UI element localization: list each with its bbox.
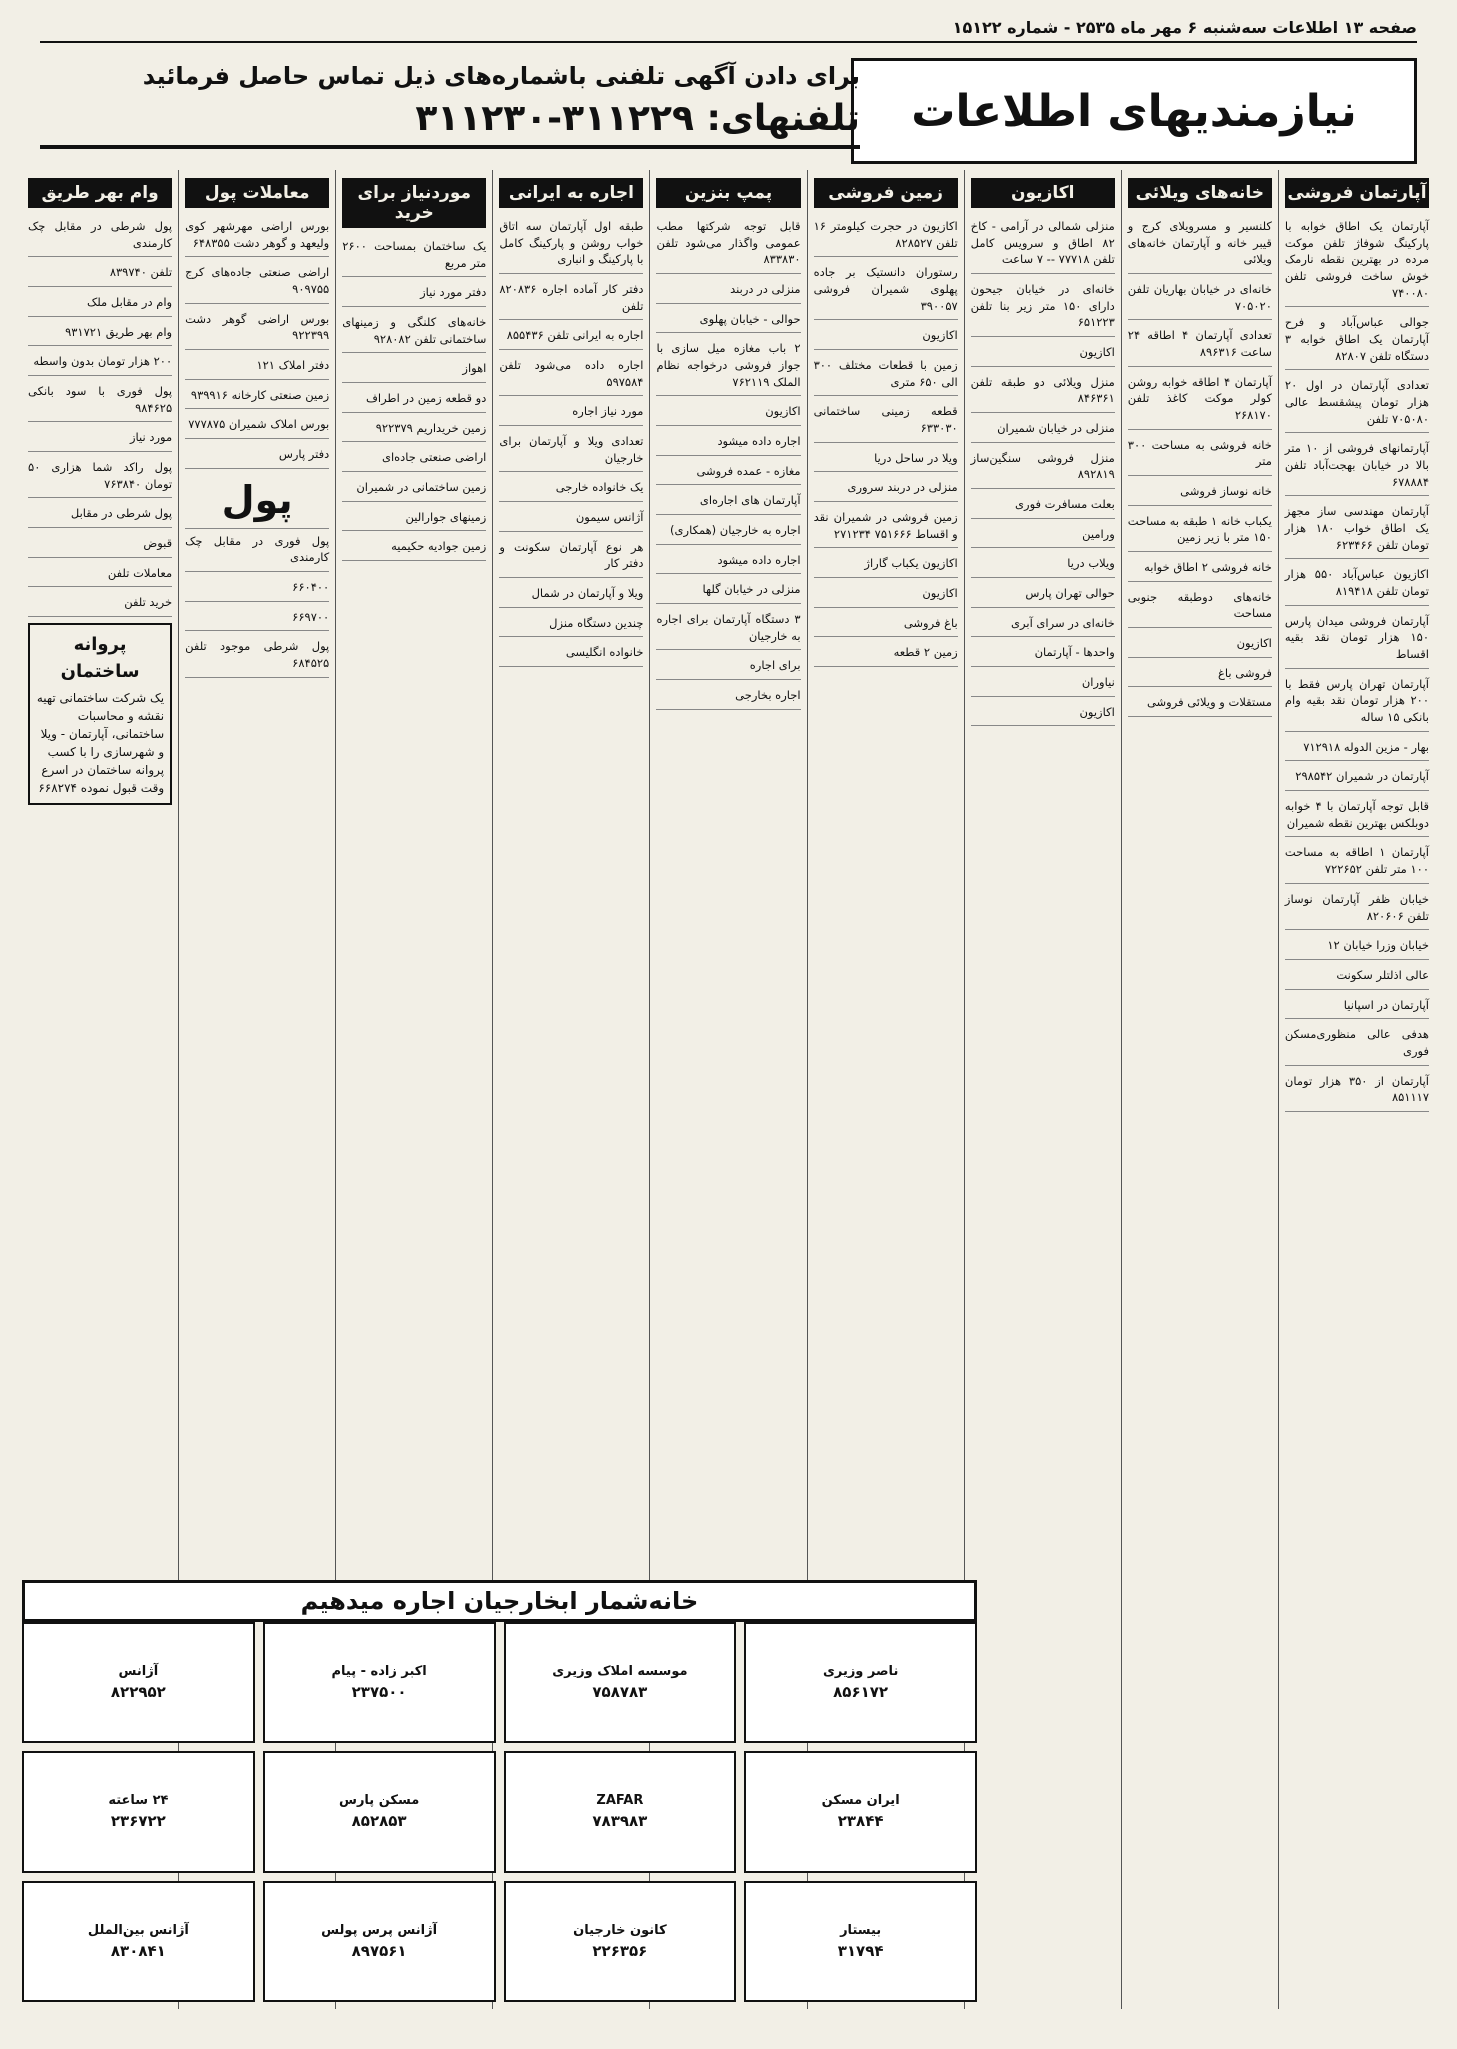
classified-ad: منزل ویلائی دو طبقه تلفن ۸۴۶۳۶۱ bbox=[971, 370, 1115, 413]
classified-ad: دفتر پارس bbox=[185, 442, 329, 469]
classified-ad: آپارتمان مهندسی ساز مجهز یک اطاق خواب ۱۸۰ هزار تومان تلفن ۶۲۳۴۶۶ bbox=[1285, 499, 1429, 559]
agency-phone: ۸۳۰۸۴۱ bbox=[110, 1941, 166, 1960]
category-heading: اجاره به ایرانی bbox=[499, 178, 643, 208]
agency-name: ZAFAR bbox=[596, 1793, 644, 1809]
classified-ad: آپارتمان های اجاره‌ای bbox=[656, 488, 800, 515]
classified-ad: آپارتمان در اسپانیا bbox=[1285, 993, 1429, 1020]
agency-phone: ۲۲۶۳۵۶ bbox=[592, 1941, 648, 1960]
category-heading: وام بهر طریق bbox=[28, 178, 172, 208]
classified-ad: پول شرطی موجود تلفن ۶۸۴۵۲۵ bbox=[185, 634, 329, 677]
classified-ad: آپارتمان یک اطاق خوابه با پارکینگ شوفاژ تلفن موکت مرده در بهترین نقطه نارمک خوش ساخت فروشی تلفن ۷۴۰۰۸۰ bbox=[1285, 214, 1429, 307]
classified-ad: اجاره به ایرانی تلفن ۸۵۵۴۳۶ bbox=[499, 323, 643, 350]
phone-numbers: تلفنهای: ۳۱۱۲۲۹-۳۱۱۲۳۰ bbox=[40, 98, 860, 149]
classified-ad: اکازیون bbox=[971, 340, 1115, 367]
classified-ad: آژانس سیمون bbox=[499, 505, 643, 532]
agency-logo bbox=[22, 1751, 255, 1872]
classified-ad: خانه فروشی به مساحت ۳۰۰ متر bbox=[1128, 433, 1272, 476]
classified-ad: واحد‌ها - آپارتمان bbox=[971, 640, 1115, 667]
phone-notice: برای دادن آگهی تلفنی باشماره‌های ذیل تماس حاصل فرمائید bbox=[142, 62, 860, 90]
classified-ad: قابل توجه آپارتمان با ۴ خوابه دوبلکس بهترین نقطه شمیران bbox=[1285, 794, 1429, 837]
agency-logo bbox=[744, 1622, 977, 1743]
classified-ad: وام در مقابل ملک bbox=[28, 290, 172, 317]
agency-logo bbox=[22, 1622, 255, 1743]
classified-ad: اکازیون یکباب گاراژ bbox=[814, 551, 958, 578]
agency-phone: ۲۳۷۵۰۰ bbox=[351, 1683, 407, 1702]
classified-ad: ۶۶۹۷۰۰ bbox=[185, 605, 329, 632]
agency-phone: ۸۹۷۵۶۱ bbox=[351, 1941, 407, 1960]
classified-ad: کلنسیر و مسرویلای کرج و قیبر خانه و آپارتمان خانه‌های ویلائی bbox=[1128, 214, 1272, 274]
classified-ad: اجاره داده میشود bbox=[656, 429, 800, 456]
classified-ad: پول شرطی در مقابل چک کارمندی bbox=[28, 214, 172, 257]
masthead-title: نیازمندیهای اطلاعات bbox=[851, 58, 1417, 164]
classified-ad: اکازیون bbox=[814, 581, 958, 608]
classified-ad: اجاره داده میشود bbox=[656, 548, 800, 575]
agency-name: آژانس پرس پولس bbox=[321, 1922, 438, 1938]
classified-ad: تعدادی آپارتمان ۴ اطاقه ۲۴ ساعت ۸۹۶۳۱۶ bbox=[1128, 323, 1272, 366]
classified-ad: قبوض bbox=[28, 531, 172, 558]
classified-ad: یک ساختمان بمساحت ۲۶۰۰ متر مربع bbox=[342, 234, 486, 277]
foreigners-rental-banner: خانه‌شمار ابخارجیان اجاره میدهیم bbox=[22, 1580, 977, 1622]
classified-ad: خانه‌ای در خیابان بهاریان تلفن ۷۰۵۰۲۰ bbox=[1128, 277, 1272, 320]
classified-ad: منزلی شمالی در آرامی - کاخ ۸۲ اطاق و سرویس کامل تلفن ۷۷۷۱۸ -- ۷ ساعت bbox=[971, 214, 1115, 274]
classified-ad: ورامین bbox=[971, 522, 1115, 549]
agency-name: آژانس bbox=[118, 1664, 159, 1680]
classified-ad: دفتر مورد نیاز bbox=[342, 280, 486, 307]
classified-ad: بورس اراضی مهرشهر کوی ولیعهد و گوهر دشت ۶۴۸۳۵۵ bbox=[185, 214, 329, 257]
classified-ad: منزلی در دربند bbox=[656, 277, 800, 304]
classified-ad: تعدادی آپارتمان در اول ۲۰ هزار تومان پیشقسط عالی ۷۰۵۰۸۰ تلفن bbox=[1285, 373, 1429, 433]
classified-ad: برای اجاره bbox=[656, 653, 800, 680]
classified-ad: پول راکد شما هزاری ۵۰ تومان ۷۶۳۸۴۰ bbox=[28, 455, 172, 498]
classified-ad: نیاوران bbox=[971, 670, 1115, 697]
classified-ad: خیابان ظفر آپارتمان نوساز تلفن ۸۲۰۶۰۶ bbox=[1285, 887, 1429, 930]
category-heading: آپارتمان فروشی bbox=[1285, 178, 1429, 208]
classified-ad: منزلی در خیابان گلها bbox=[656, 577, 800, 604]
agency-phone: ۲۳۶۷۲۲ bbox=[110, 1812, 166, 1831]
classified-ad: تلفن ۸۳۹۷۴۰ bbox=[28, 260, 172, 287]
agency-phone: ۳۱۷۹۴ bbox=[837, 1941, 884, 1960]
classified-ad: ۶۶۰۴۰۰ bbox=[185, 575, 329, 602]
category-heading: پمپ بنزین bbox=[656, 178, 800, 208]
classified-ad: یک خانواده خارجی bbox=[499, 475, 643, 502]
classified-ad: زمین با قطعات مختلف ۳۰۰ الی ۶۵۰ متری bbox=[814, 353, 958, 396]
classified-ad: مورد نیاز اجاره bbox=[499, 399, 643, 426]
classified-ad: بعلت مسافرت فوری bbox=[971, 492, 1115, 519]
classified-ad: حوالی تهران پارس bbox=[971, 581, 1115, 608]
agency-logo bbox=[263, 1881, 496, 2002]
classified-ad: اجاره بخارجی bbox=[656, 683, 800, 710]
classified-ad: آپارتمان فروشی میدان پارس ۱۵۰ هزار تومان نقد بقیه اقساط bbox=[1285, 609, 1429, 669]
classified-ad: اهواز bbox=[342, 356, 486, 383]
classified-ad: طبقه اول آپارتمان سه اتاق خواب روشن و پارکینگ کامل با پارکینگ و انباری bbox=[499, 214, 643, 274]
classified-ad: زمینهای جوارالین bbox=[342, 505, 486, 532]
agency-logo bbox=[22, 1881, 255, 2002]
agency-logos-grid bbox=[22, 1622, 977, 2002]
classified-ad: خانواده انگلیسی bbox=[499, 640, 643, 667]
classified-ad: عالی اذلتلر سکونت bbox=[1285, 963, 1429, 990]
classified-ad: قطعه زمینی ساختمانی ۶۳۳۰۳۰ bbox=[814, 399, 958, 442]
classified-ad: مورد نیاز bbox=[28, 425, 172, 452]
classified-ad: خانه‌های دوطبقه جنوبی مساحت bbox=[1128, 585, 1272, 628]
agency-name: اکبر زاده - پیام bbox=[331, 1664, 427, 1680]
classified-ad: خانه نوساز فروشی bbox=[1128, 479, 1272, 506]
classified-ad: خانه فروشی ۲ اطاق خوابه bbox=[1128, 555, 1272, 582]
classified-ad: دفتر کار آماده اجاره ۸۲۰۸۳۶ تلفن bbox=[499, 277, 643, 320]
classified-ad: آپارتمان ۱ اطاقه به مساحت ۱۰۰ متر تلفن ۷۲۲۶۵۲ bbox=[1285, 840, 1429, 883]
agency-name: آژانس بین‌الملل bbox=[87, 1922, 189, 1938]
classified-ad: وام بهر طریق ۹۳۱۷۲۱ bbox=[28, 320, 172, 347]
phone-notice-box bbox=[40, 62, 860, 158]
agency-phone: ۸۲۲۹۵۲ bbox=[110, 1683, 166, 1702]
classified-ad: اکازیون bbox=[1128, 631, 1272, 658]
category-heading: موردنیاز برای خرید bbox=[342, 178, 486, 228]
agency-logo bbox=[263, 1751, 496, 1872]
agency-name: ناصر وزیری bbox=[822, 1664, 899, 1680]
classified-ad: منزلی در دربند سروری bbox=[814, 475, 958, 502]
agency-logo bbox=[504, 1751, 737, 1872]
classified-ad: اکازیون در حجرت کیلومتر ۱۶ تلفن ۸۲۸۵۲۷ bbox=[814, 214, 958, 257]
classified-ad: آپارتمان تهران پارس فقط با ۲۰۰ هزار تومان نقد بقیه وام بانکی ۱۵ ساله bbox=[1285, 672, 1429, 732]
classified-ad: هر نوع آپارتمان سکونت و دفتر کار bbox=[499, 535, 643, 578]
classified-ad: آپارتمانهای فروشی از ۱۰ متر بالا در خیابان بهجت‌آباد تلفن ۶۷۸۸۸۴ bbox=[1285, 436, 1429, 496]
agency-name: ایران مسکن bbox=[821, 1793, 900, 1809]
classified-ad: خانه‌ای در سرای آبری bbox=[971, 611, 1115, 638]
agency-logo bbox=[744, 1751, 977, 1872]
classified-ad: اراضی صنعتی جاده‌های کرج ۹۰۹۷۵۵ bbox=[185, 260, 329, 303]
classified-ad: پول فوری در مقابل چک کارمندی bbox=[185, 529, 329, 572]
page-folio: صفحه ۱۳ اطلاعات سه‌شنبه ۶ مهر ماه ۲۵۳۵ - شماره ۱۵۱۲۲ bbox=[40, 18, 1417, 43]
classified-ad: ویلا در ساحل دریا bbox=[814, 446, 958, 473]
classified-ad: دو قطعه زمین در اطراف bbox=[342, 386, 486, 413]
classified-ad: پول فوری با سود بانکی ۹۸۴۶۲۵ bbox=[28, 379, 172, 422]
category-heading: زمین فروشی bbox=[814, 178, 958, 208]
classified-ad: زمین صنعتی کارخانه ۹۳۹۹۱۶ bbox=[185, 383, 329, 410]
agency-name: مسکن پارس bbox=[339, 1793, 420, 1809]
agency-name: موسسه املاک وزیری bbox=[552, 1664, 688, 1680]
classified-ad: زمین ۲ قطعه bbox=[814, 640, 958, 667]
classified-ad: تعدادی ویلا و آپارتمان برای خارجیان bbox=[499, 429, 643, 472]
agency-logo bbox=[263, 1622, 496, 1743]
agency-logo bbox=[744, 1881, 977, 2002]
classified-ad: زمین ساختمانی در شمیران bbox=[342, 475, 486, 502]
classified-ad: ویلا و آپارتمان در شمال bbox=[499, 581, 643, 608]
classified-ad: بورس اراضی گوهر دشت ۹۲۲۳۹۹ bbox=[185, 307, 329, 350]
agency-name: کانون خارجیان bbox=[573, 1922, 667, 1938]
classified-ad: ۲۰۰ هزار تومان بدون واسطه bbox=[28, 349, 172, 376]
classified-ad: زمین جوادیه حکیمیه bbox=[342, 534, 486, 561]
classified-ad: اجاره داده می‌شود تلفن ۵۹۷۵۸۴ bbox=[499, 353, 643, 396]
classified-ad: خیابان وزرا خیابان ۱۲ bbox=[1285, 933, 1429, 960]
classified-ad: مغازه - عمده فروشی bbox=[656, 459, 800, 486]
category-heading: خانه‌های ویلائی bbox=[1128, 178, 1272, 208]
classified-ad: فروشی باغ bbox=[1128, 661, 1272, 688]
classified-column bbox=[1278, 170, 1435, 2009]
classified-ad: زمین فروشی در شمیران نقد و اقساط ۷۵۱۶۶۶ ۲۷۱۲۳۴ bbox=[814, 505, 958, 548]
classified-ad: چندین دستگاه منزل bbox=[499, 611, 643, 638]
category-heading: معاملات پول bbox=[185, 178, 329, 208]
agency-phone: ۲۳۸۴۴ bbox=[837, 1812, 884, 1831]
agency-phone: ۸۵۲۸۵۳ bbox=[351, 1812, 407, 1831]
classified-ad: یکباب خانه ۱ طبقه به مساحت ۱۵۰ متر با زیر زمین bbox=[1128, 509, 1272, 552]
classified-ad: خانه‌های کلنگی و زمینهای ساختمانی تلفن ۹۲۸۰۸۲ bbox=[342, 310, 486, 353]
classified-ad: جوالی عباس‌آباد و فرح آپارتمان یک اطاق خوابه ۳ دستگاه تلفن ۸۲۸۰۷ bbox=[1285, 310, 1429, 370]
classified-ad: پول شرطی در مقابل bbox=[28, 501, 172, 528]
classified-ad: اکازیون bbox=[656, 399, 800, 426]
classified-ad: بورس املاک شمیران ۷۷۷۸۷۵ bbox=[185, 412, 329, 439]
classified-ad: مستقلات و ویلائی فروشی bbox=[1128, 690, 1272, 717]
classified-ad: آپارتمان در شمیران ۲۹۸۵۴۲ bbox=[1285, 764, 1429, 791]
classified-ad: باغ فروشی bbox=[814, 611, 958, 638]
classified-ad: رستوران دانستیک بر جاده پهلوی شمیران فروشی ۳۹۰۰۵۷ bbox=[814, 260, 958, 320]
classified-ad: منزل فروشی سنگین‌ساز ۸۹۲۸۱۹ bbox=[971, 446, 1115, 489]
classified-ad: زمین خریداریم ۹۲۲۳۷۹ bbox=[342, 416, 486, 443]
classified-ad: منزلی در خیابان شمیران bbox=[971, 416, 1115, 443]
classified-ad: اکازیون عباس‌آباد ۵۵۰ هزار تومان تلفن ۸۱۹۴۱۸ bbox=[1285, 562, 1429, 605]
classified-ad: خانه‌ای در خیابان جیحون دارای ۱۵۰ متر زیر بنا تلفن ۶۵۱۲۲۳ bbox=[971, 277, 1115, 337]
agency-name: بیستار bbox=[840, 1922, 882, 1938]
category-heading: اکازیون bbox=[971, 178, 1115, 208]
agency-phone: ۷۵۸۷۸۳ bbox=[592, 1683, 648, 1702]
classified-ad: اراضی صنعتی جاده‌ای bbox=[342, 445, 486, 472]
classified-ad: اکازیون bbox=[814, 323, 958, 350]
license-box-text: یک شرکت ساختمانی تهیه نقشه و محاسبات ساختمانی، آپارتمان - ویلا و شهرسازی را با کسب پروانه ساختمان در اسرع وقت قبول نموده ۶۶۸۲۷۴ bbox=[36, 691, 165, 796]
license-box-title: پروانه ساختمان bbox=[60, 634, 140, 683]
classified-ad: خرید تلفن bbox=[28, 590, 172, 617]
classified-column bbox=[964, 170, 1121, 2009]
classified-ad: هدفی عالی منظوری‌مسکن فوری bbox=[1285, 1022, 1429, 1065]
money-headline: پول bbox=[185, 472, 329, 529]
agency-phone: ۸۵۶۱۷۲ bbox=[833, 1683, 889, 1702]
classified-ad: دفتر املاک ۱۲۱ bbox=[185, 353, 329, 380]
classified-column bbox=[1121, 170, 1278, 2009]
agency-logo bbox=[504, 1622, 737, 1743]
agency-logo bbox=[504, 1881, 737, 2002]
classified-ad: قابل توجه شرکتها مطب عمومی واگذار می‌شود تلفن ۸۳۳۸۳۰ bbox=[656, 214, 800, 274]
classified-ad: اجاره به خارجیان (همکاری) bbox=[656, 518, 800, 545]
classified-ad: اکازیون bbox=[971, 700, 1115, 727]
agency-name: ۲۴ ساعته bbox=[108, 1793, 169, 1809]
agency-phone: ۷۸۳۹۸۳ bbox=[592, 1812, 648, 1831]
classified-ad: حوالی - خیابان پهلوی bbox=[656, 307, 800, 334]
classified-ad: ۳ دستگاه آپارتمان برای اجاره به خارجیان bbox=[656, 607, 800, 650]
classified-ad: معاملات تلفن bbox=[28, 561, 172, 588]
classified-ad: ویلاب دریا bbox=[971, 551, 1115, 578]
classified-ad: بهار - مزین الدوله ۷۱۲۹۱۸ bbox=[1285, 735, 1429, 762]
classified-ad: ۲ باب مغازه میل سازی با جواز فروشی درخواجه نظام الملک ۷۶۲۱۱۹ bbox=[656, 336, 800, 396]
classified-ad: آپارتمان از ۳۵۰ هزار تومان ۸۵۱۱۱۷ bbox=[1285, 1069, 1429, 1112]
building-license-box bbox=[28, 623, 172, 805]
classified-ad: آپارتمان ۴ اطاقه خوابه روشن کولر موکت کاغذ تلفن ۲۶۸۱۷۰ bbox=[1128, 370, 1272, 430]
